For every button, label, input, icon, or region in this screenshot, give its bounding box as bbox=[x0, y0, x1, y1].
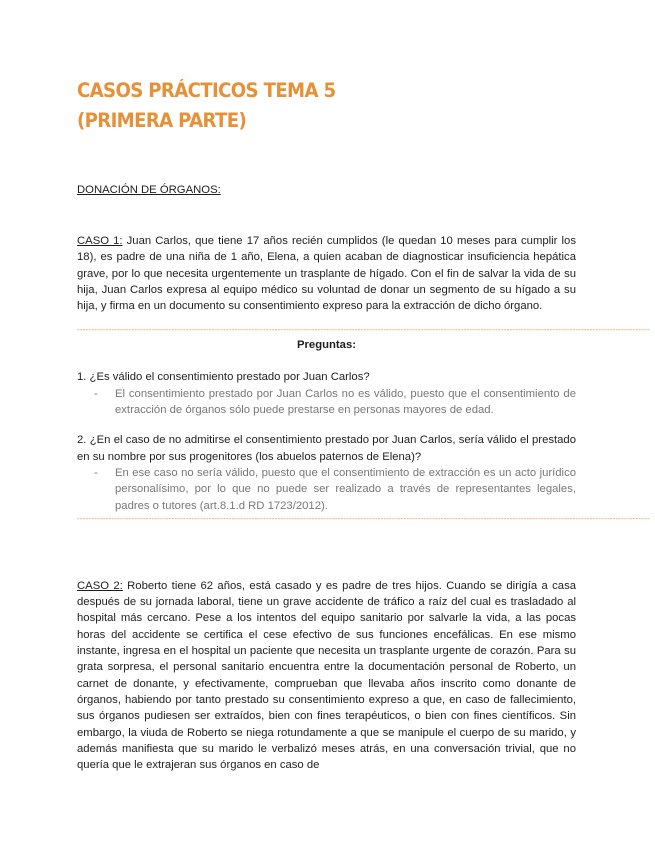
question-2: 2. ¿En el caso de no admitirse el consentimiento prestado por Juan Carlos, sería válido el prestado en su nombre por sus progenitores (los abuelos paternos de Elena)? bbox=[77, 434, 576, 463]
answer-2-text: En ese caso no sería válido, puesto que el consentimiento de extracción es un acto jurídico personalísimo, por lo que no puede ser realizado a través de representantes legales, padres o tutores (art.8.1.d RD 1723/2012). bbox=[115, 466, 576, 512]
questions-heading: Preguntas: bbox=[296, 339, 356, 352]
case-1-paragraph bbox=[77, 233, 576, 314]
case-2-label: CASO 2: bbox=[77, 579, 123, 592]
case-2-paragraph bbox=[77, 578, 576, 774]
question-1: 1. ¿Es válido el consentimiento prestado por Juan Carlos? bbox=[77, 371, 370, 384]
answer-2-bullet: - bbox=[94, 466, 98, 479]
answer-1 bbox=[94, 386, 576, 419]
answer-2 bbox=[94, 465, 576, 514]
divider-bottom: -------------------------------------------------------------------------------------------------------------------------------------------------------------------------------------------------------- bbox=[77, 513, 650, 523]
answer-1-text: El consentimiento prestado por Juan Carlos no es válido, puesto que el consentimiento de extracción de órganos sólo puede prestarse en personas mayores de edad. bbox=[115, 387, 576, 417]
answer-1-bullet: - bbox=[94, 387, 98, 400]
document-title-line-1: CASOS PRÁCTICOS TEMA 5 bbox=[77, 79, 336, 102]
divider-top: -------------------------------------------------------------------------------------------------------------------------------------------------------------------------------------------------------- bbox=[77, 325, 650, 335]
document-content bbox=[77, 76, 650, 773]
case-1-text: Juan Carlos, que tiene 17 años recién cumplidos (le quedan 10 meses para cumplir los 18), es padre de una niña de 1 año, Elena, a quien acaban de diagnosticar insuficiencia hepática grave, por lo que necesita urgentemente un trasplante de hígado. Con el fin de salvar la vida de su hija, Juan Carlos expresa al equipo médico su voluntad de donar un segmento de su hígado a su hija, y firma en un documento su consentimiento expreso para la extracción de dicho órgano. bbox=[77, 235, 576, 313]
document-title-line-2: (PRIMERA PARTE) bbox=[77, 109, 247, 132]
case-1-label: CASO 1: bbox=[77, 235, 123, 247]
case-2-text: Roberto tiene 62 años, está casado y es padre de tres hijos. Cuando se dirigía a casa después de su jornada laboral, tiene un grave accidente de tráfico a raíz del cual es trasladado al hospital más cercano. Pese a los intentos del equipo sanitario por salvarle la vida, a las pocas horas del accidente se certifica el cese efectivo de sus funciones encefálicas. En ese mismo instante, ingresa en el hospital un paciente que necesita un trasplante urgente de corazón. Para su grata sorpresa, el personal sanitario encuentra entre la documentación personal de Roberto, un carnet de donante, y efectivamente, comprueban que llevaba años inscrito como donante de órganos, habiendo por tanto prestado su consentimiento expreso a que, en caso de fallecimiento, sus órganos pudiesen ser extraídos, bien con fines terapéuticos, o bien con fines científicos. Sin embargo, la viuda de Roberto se niega rotundamente a que se manipule el cuerpo de su marido, y además manifiesta que su marido le verbalizó meses atrás, en una conversación trivial, que no quería que le extrajeran sus órganos en caso de bbox=[77, 579, 577, 772]
section-heading: DONACIÓN DE ÓRGANOS: bbox=[77, 184, 221, 196]
